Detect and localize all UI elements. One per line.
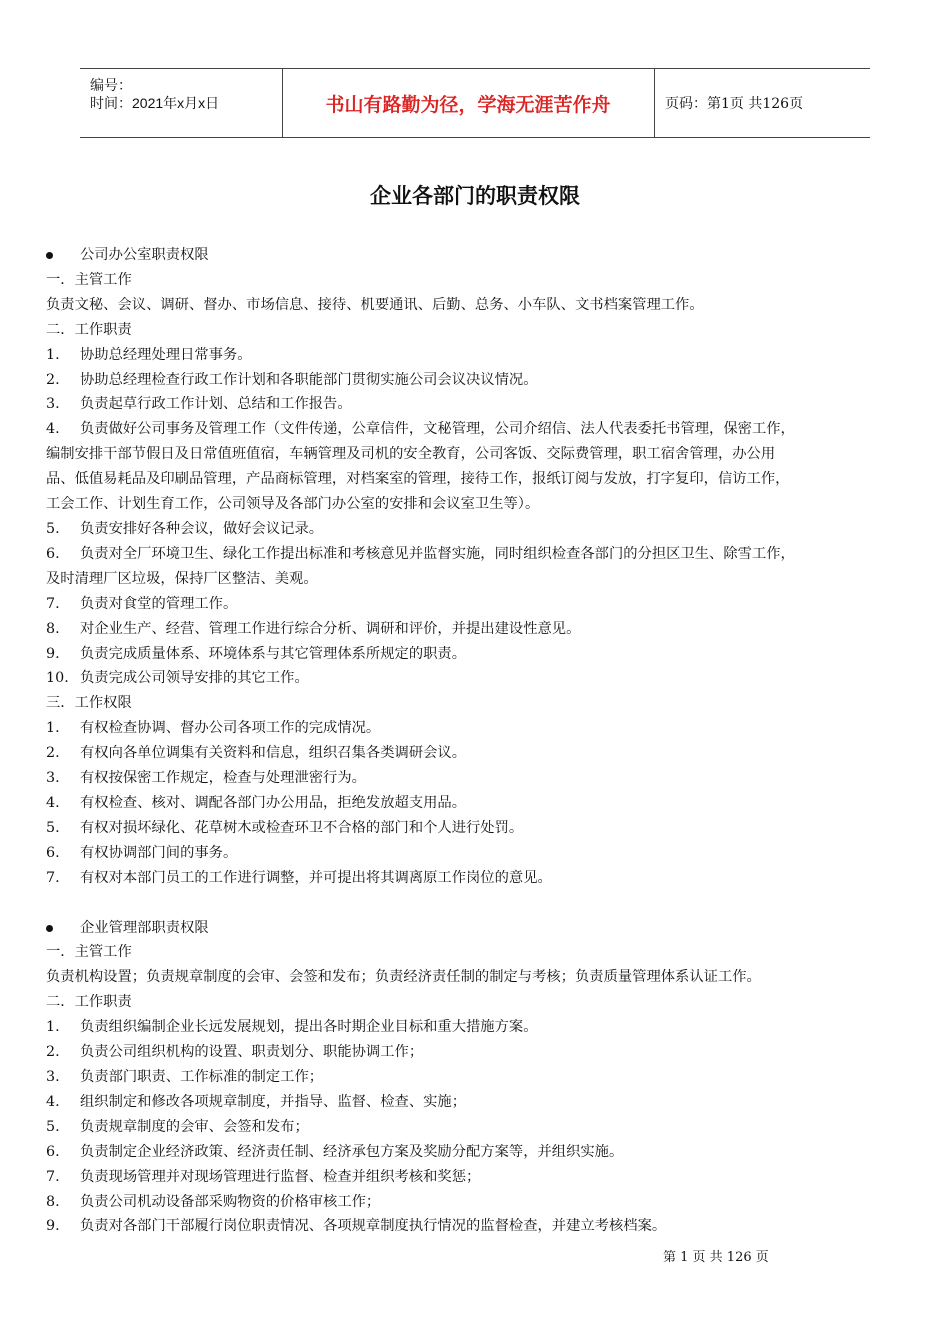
- duty-item: [46, 666, 918, 691]
- item-text: 负责公司组织机构的设置、职责划分、职能协调工作；: [80, 1044, 424, 1061]
- item-number: 5.: [46, 520, 60, 537]
- page-header: [80, 68, 870, 138]
- duty-item: [46, 592, 918, 617]
- item-number: 10.: [46, 670, 69, 687]
- duty-item: [46, 1115, 918, 1140]
- document-body: [46, 243, 918, 1239]
- item-text: 有权协调部门间的事务。: [80, 844, 238, 861]
- item-text: 负责完成公司领导安排的其它工作。: [80, 670, 309, 687]
- duty-item: [46, 368, 918, 393]
- right-item: [46, 841, 918, 866]
- duty-item: [46, 1140, 918, 1165]
- rights-label: 三．工作权限: [46, 695, 132, 712]
- item-number: 3.: [46, 770, 60, 787]
- header-meta-cell: [80, 69, 283, 137]
- item-text: 有权按保密工作规定，检查与处理泄密行为。: [80, 770, 366, 787]
- duties-label: 二．工作职责: [46, 321, 132, 338]
- duty-item: [46, 642, 918, 667]
- item-text: 协助总经理处理日常事务。: [80, 346, 252, 363]
- right-item: [46, 866, 918, 891]
- item-text: 负责部门职责、工作标准的制定工作；: [80, 1069, 324, 1085]
- item-text: 有权对本部门员工的工作进行调整，并可提出将其调离原工作岗位的意见。: [80, 869, 552, 886]
- item-number: 8.: [46, 620, 60, 637]
- duty-item: [46, 1190, 918, 1215]
- item-text: 负责现场管理并对现场管理进行监督、检查并组织考核和奖惩；: [80, 1168, 481, 1185]
- main-work-label: 一．主管工作: [46, 271, 132, 288]
- code-label: 编号：: [90, 77, 132, 93]
- item-number: 9.: [46, 645, 60, 662]
- item-number: 5.: [46, 819, 60, 836]
- duty-item: [46, 1040, 918, 1065]
- item-text: 负责做好公司事务及管理工作（文件传递，公章信件，文秘管理，公司介绍信、法人代表委托书管理，保密工作，: [80, 421, 795, 438]
- duty-item: [46, 1214, 918, 1239]
- item-number: 1.: [46, 346, 60, 363]
- duty-item: [46, 617, 918, 642]
- item-number: 5.: [46, 1118, 60, 1135]
- item-number: 9.: [46, 1218, 60, 1235]
- item-continuation: 工会工作、计划生育工作，公司领导及各部门办公室的安排和会议室卫生等）。: [46, 496, 540, 513]
- page-footer: 第 1 页 共 126 页: [663, 1250, 769, 1265]
- header-motto-cell: [282, 69, 655, 137]
- item-continuation: 及时清理厂区垃圾，保持厂区整洁、美观。: [46, 570, 318, 587]
- right-item: [46, 766, 918, 791]
- item-number: 4.: [46, 421, 60, 438]
- duties-label: 二．工作职责: [46, 994, 132, 1011]
- item-number: 2.: [46, 745, 60, 762]
- duty-item: [46, 1065, 918, 1090]
- date-label: 时间：2021年x月x日: [90, 95, 220, 111]
- item-text: 负责安排好各种会议，做好会议记录。: [80, 520, 324, 537]
- item-number: 4.: [46, 1093, 60, 1110]
- item-text: 有权检查、核对、调配各部门办公用品，拒绝发放超支用品。: [80, 794, 467, 811]
- main-work-label: 一．主管工作: [46, 944, 132, 961]
- header-page-cell: [654, 69, 870, 137]
- right-item: [46, 816, 918, 841]
- item-text: 组织制定和修改各项规章制度，并指导、监督、检查、实施；: [80, 1093, 467, 1110]
- item-number: 7.: [46, 869, 60, 886]
- duty-item: [46, 1015, 918, 1040]
- item-text: 负责公司机动设备部采购物资的价格审核工作；: [80, 1193, 381, 1210]
- bullet-icon: [46, 252, 53, 259]
- item-text: 有权检查协调、督办公司各项工作的完成情况。: [80, 720, 381, 737]
- item-text: 负责对食堂的管理工作。: [80, 595, 238, 612]
- item-text: 负责完成质量体系、环境体系与其它管理体系所规定的职责。: [80, 645, 467, 662]
- main-work-text: 负责文秘、会议、调研、督办、市场信息、接待、机要通讯、后勤、总务、小车队、文书档案管理工作。: [46, 296, 704, 313]
- section-heading: [46, 916, 918, 941]
- item-continuation: 品、低值易耗品及印刷品管理，产品商标管理，对档案室的管理，接待工作，报纸订阅与发放，打字复印，信访工作，: [46, 471, 790, 488]
- section-heading: [46, 243, 918, 268]
- item-text: 负责对各部门干部履行岗位职责情况、各项规章制度执行情况的监督检查，并建立考核档案。: [80, 1218, 667, 1235]
- item-number: 6.: [46, 1143, 60, 1160]
- document-title: 企业各部门的职责权限: [370, 184, 580, 208]
- right-item: [46, 791, 918, 816]
- duty-item: [46, 1165, 918, 1190]
- section-heading-text: 企业管理部职责权限: [80, 919, 209, 936]
- item-number: 4.: [46, 794, 60, 811]
- item-number: 1.: [46, 1019, 60, 1036]
- duty-item: [46, 517, 918, 542]
- duty-item: [46, 542, 918, 567]
- duty-item: [46, 1090, 918, 1115]
- bullet-icon: [46, 925, 53, 932]
- item-number: 3.: [46, 396, 60, 413]
- section-gap: [46, 891, 918, 916]
- item-number: 2.: [46, 371, 60, 388]
- item-number: 6.: [46, 844, 60, 861]
- item-number: 6.: [46, 545, 60, 562]
- item-number: 1.: [46, 720, 60, 737]
- item-number: 7.: [46, 1168, 60, 1185]
- item-text: 有权对损坏绿化、花草树木或检查环卫不合格的部门和个人进行处罚。: [80, 819, 524, 836]
- item-text: 协助总经理检查行政工作计划和各职能部门贯彻实施公司会议决议情况。: [80, 371, 538, 388]
- item-number: 2.: [46, 1044, 60, 1061]
- item-text: 负责对全厂环境卫生、绿化工作提出标准和考核意见并监督实施，同时组织检查各部门的分担区卫生、除雪工作，: [80, 545, 795, 562]
- duty-item: [46, 343, 918, 368]
- page-info: 页码：第1页 共126页: [665, 96, 804, 112]
- item-number: 8.: [46, 1193, 60, 1210]
- item-text: 对企业生产、经营、管理工作进行综合分析、调研和评价，并提出建设性意见。: [80, 620, 581, 637]
- duty-item: [46, 417, 918, 442]
- item-text: 负责组织编制企业长远发展规划，提出各时期企业目标和重大措施方案。: [80, 1019, 538, 1036]
- right-item: [46, 741, 918, 766]
- motto-text: 书山有路勤为径，学海无涯苦作舟: [325, 93, 611, 116]
- right-item: [46, 716, 918, 741]
- item-number: 3.: [46, 1069, 60, 1085]
- item-number: 7.: [46, 595, 60, 612]
- item-text: 负责起草行政工作计划、总结和工作报告。: [80, 396, 352, 413]
- item-text: 负责规章制度的会审、会签和发布；: [80, 1118, 309, 1135]
- duty-item: [46, 392, 918, 417]
- main-work-text: 负责机构设置；负责规章制度的会审、会签和发布；负责经济责任制的制定与考核；负责质量管理体系认证工作。: [46, 969, 761, 986]
- item-text: 有权向各单位调集有关资料和信息，组织召集各类调研会议。: [80, 745, 467, 762]
- item-continuation: 编制安排干部节假日及日常值班值宿，车辆管理及司机的安全教育，公司客饭、交际费管理，职工宿舍管理，办公用: [46, 446, 776, 463]
- section-heading-text: 公司办公室职责权限: [80, 247, 209, 263]
- item-text: 负责制定企业经济政策、经济责任制、经济承包方案及奖励分配方案等，并组织实施。: [80, 1143, 624, 1160]
